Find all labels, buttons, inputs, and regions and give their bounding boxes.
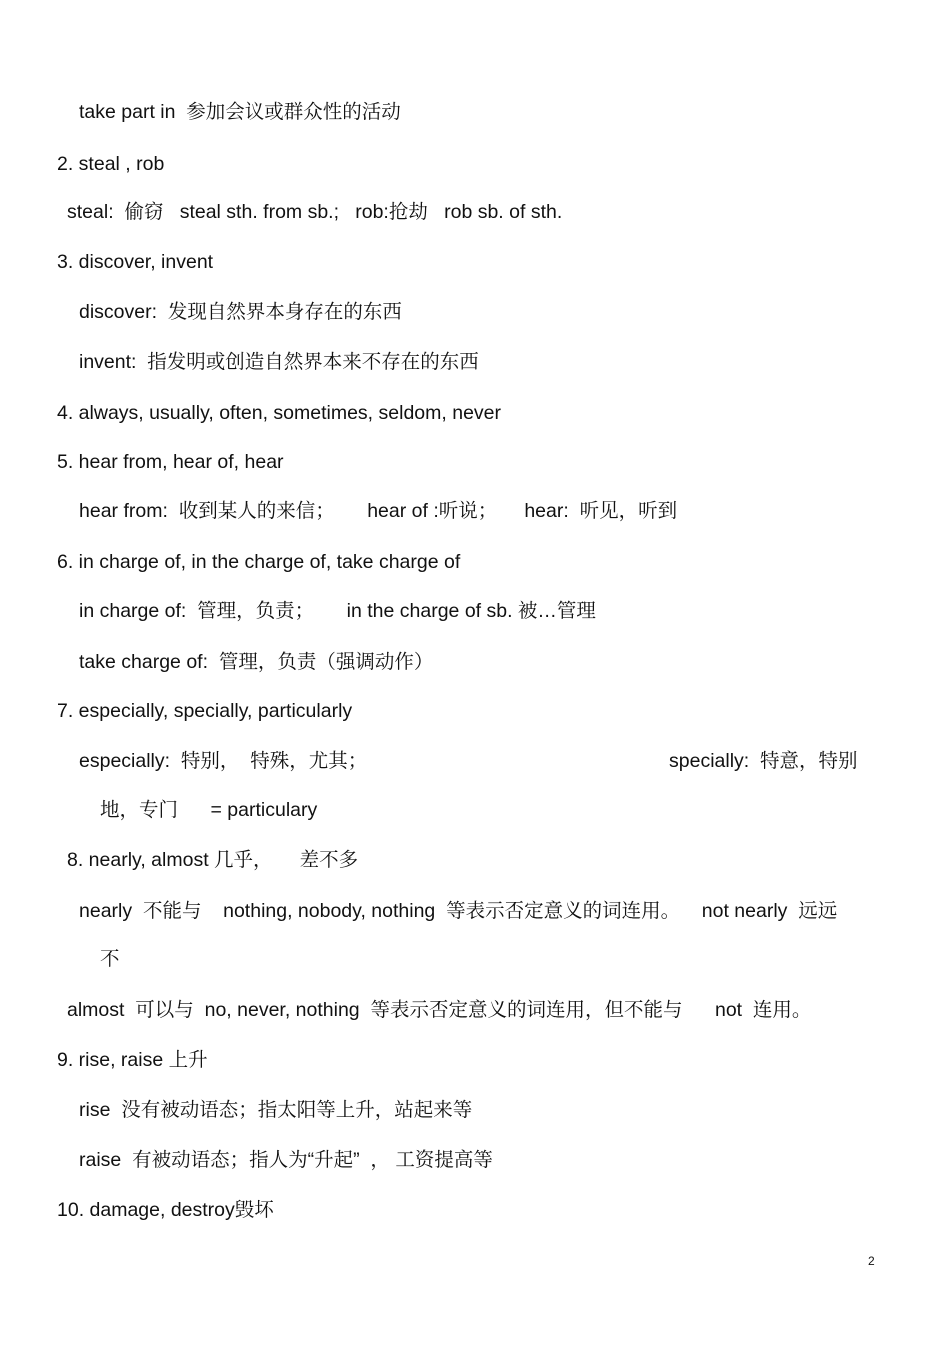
text-line-item-8: 8. nearly, almost 几乎， 差不多 bbox=[67, 849, 359, 871]
text-line-specially-cont: 地，专门 = particulary bbox=[100, 799, 318, 821]
text-line-item-9: 9. rise, raise 上升 bbox=[57, 1049, 208, 1071]
text-line-item-3: 3. discover, invent bbox=[57, 251, 214, 273]
text-line-take-part-in: take part in 参加会议或群众性的活动 bbox=[79, 101, 401, 123]
page-number: 2 bbox=[868, 1254, 875, 1268]
text-line-item-4: 4. always, usually, often, sometimes, seldom, never bbox=[57, 402, 501, 424]
text-line-especially: especially: 特别， 特殊，尤其； bbox=[79, 750, 368, 772]
text-line-item-2: 2. steal , rob bbox=[57, 153, 165, 175]
text-line-item-5: 5. hear from, hear of, hear bbox=[57, 451, 284, 473]
text-line-steal-rob: steal: 偷窃 steal sth. from sb.; rob:抢劫 rob sb. of sth. bbox=[67, 201, 563, 223]
text-line-nearly: nearly 不能与 nothing, nobody, nothing 等表示否定意义的词连用。 not nearly 远远 bbox=[79, 900, 838, 922]
text-line-item-10: 10. damage, destroy毁坏 bbox=[57, 1199, 274, 1221]
text-line-nearly-cont: 不 bbox=[100, 948, 120, 970]
text-line-take-charge-of: take charge of: 管理，负责（强调动作） bbox=[79, 651, 434, 673]
text-line-item-7: 7. especially, specially, particularly bbox=[57, 700, 353, 722]
text-line-rise: rise 没有被动语态；指太阳等上升，站起来等 bbox=[79, 1099, 473, 1121]
text-line-in-charge-of: in charge of: 管理，负责； in the charge of sb. 被…管理 bbox=[79, 600, 596, 622]
text-line-discover: discover: 发现自然界本身存在的东西 bbox=[79, 301, 402, 323]
text-line-invent: invent: 指发明或创造自然界本来不存在的东西 bbox=[79, 351, 479, 373]
text-line-raise: raise 有被动语态；指人为“升起” ， 工资提高等 bbox=[79, 1149, 493, 1171]
text-line-specially: specially: 特意，特别 bbox=[669, 750, 858, 772]
text-line-hear: hear from: 收到某人的来信； hear of :听说； hear: 听见，听到 bbox=[79, 500, 678, 522]
text-line-almost: almost 可以与 no, never, nothing 等表示否定意义的词连用，但不能与 not 连用。 bbox=[67, 999, 812, 1021]
text-line-item-6: 6. in charge of, in the charge of, take charge of bbox=[57, 551, 461, 573]
